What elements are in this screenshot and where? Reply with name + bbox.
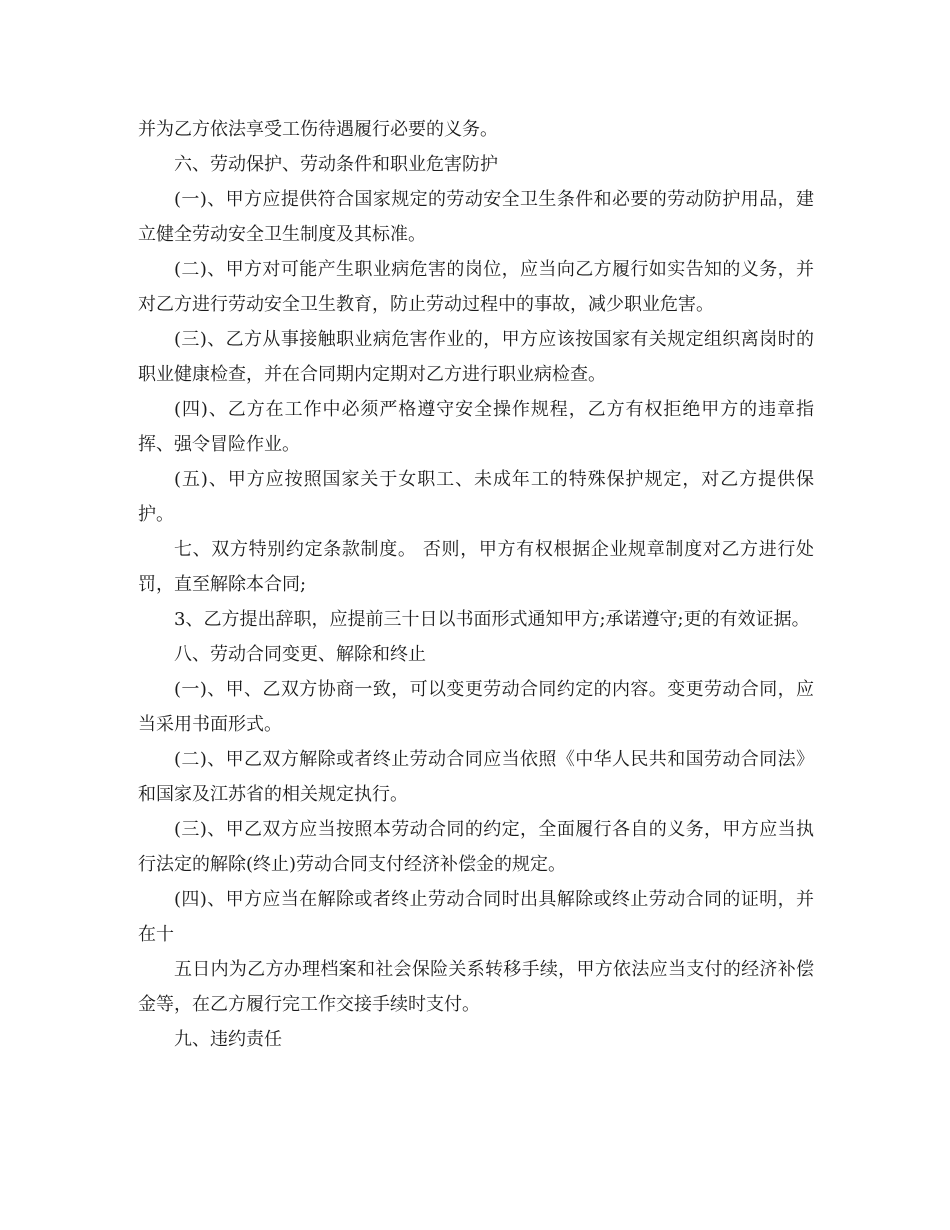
paragraph-6-4: (四)、乙方在工作中必须严格遵守安全操作规程，乙方有权拒绝甲方的违章指挥、强令冒险作业。 [138,399,814,455]
paragraph-7-3: 3、乙方提出辞职，应提前三十日以书面形式通知甲方;承诺遵守;更的有效证据。 [174,609,810,630]
paragraph-8-2: (二)、甲乙双方解除或者终止劳动合同应当依照《中华人民共和国劳动合同法》和国家及江苏省的相关规定执行。 [138,749,814,805]
section-heading-6: 六、劳动保护、劳动条件和职业危害防护 [174,154,498,175]
section-heading-8: 八、劳动合同变更、解除和终止 [174,644,426,665]
paragraph-8-4-continued: 五日内为乙方办理档案和社会保险关系转移手续，甲方依法应当支付的经济补偿金等，在乙方履行完工作交接手续时支付。 [138,959,814,1015]
paragraph-6-1: (一)、甲方应提供符合国家规定的劳动安全卫生条件和必要的劳动防护用品，建立健全劳动安全卫生制度及其标准。 [138,189,814,245]
paragraph-6-3: (三)、乙方从事接触职业病危害作业的，甲方应该按国家有关规定组织离岗时的职业健康检查，并在合同期内定期对乙方进行职业病检查。 [138,329,814,385]
paragraph-8-1: (一)、甲、乙双方协商一致，可以变更劳动合同约定的内容。变更劳动合同，应当采用书面形式。 [138,679,814,735]
paragraph-8-4: (四)、甲方应当在解除或者终止劳动合同时出具解除或终止劳动合同的证明，并在十 [138,889,814,945]
paragraph-8-3: (三)、甲乙双方应当按照本劳动合同的约定，全面履行各自的义务，甲方应当执行法定的解除(终止)劳动合同支付经济补偿金的规定。 [138,819,814,875]
paragraph-6-5: (五)、甲方应按照国家关于女职工、未成年工的特殊保护规定，对乙方提供保护。 [138,469,814,525]
section-heading-9: 九、违约责任 [174,1029,282,1050]
section-heading-7: 七、双方特别约定条款制度。 否则，甲方有权根据企业规章制度对乙方进行处罚，直至解除本合同; [138,539,814,595]
paragraph-1: 并为乙方依法享受工伤待遇履行必要的义务。 [138,119,498,140]
paragraph-6-2: (二)、甲方对可能产生职业病危害的岗位，应当向乙方履行如实告知的义务，并对乙方进行劳动安全卫生教育，防止劳动过程中的事故，减少职业危害。 [138,259,814,315]
document-body [138,112,814,1057]
